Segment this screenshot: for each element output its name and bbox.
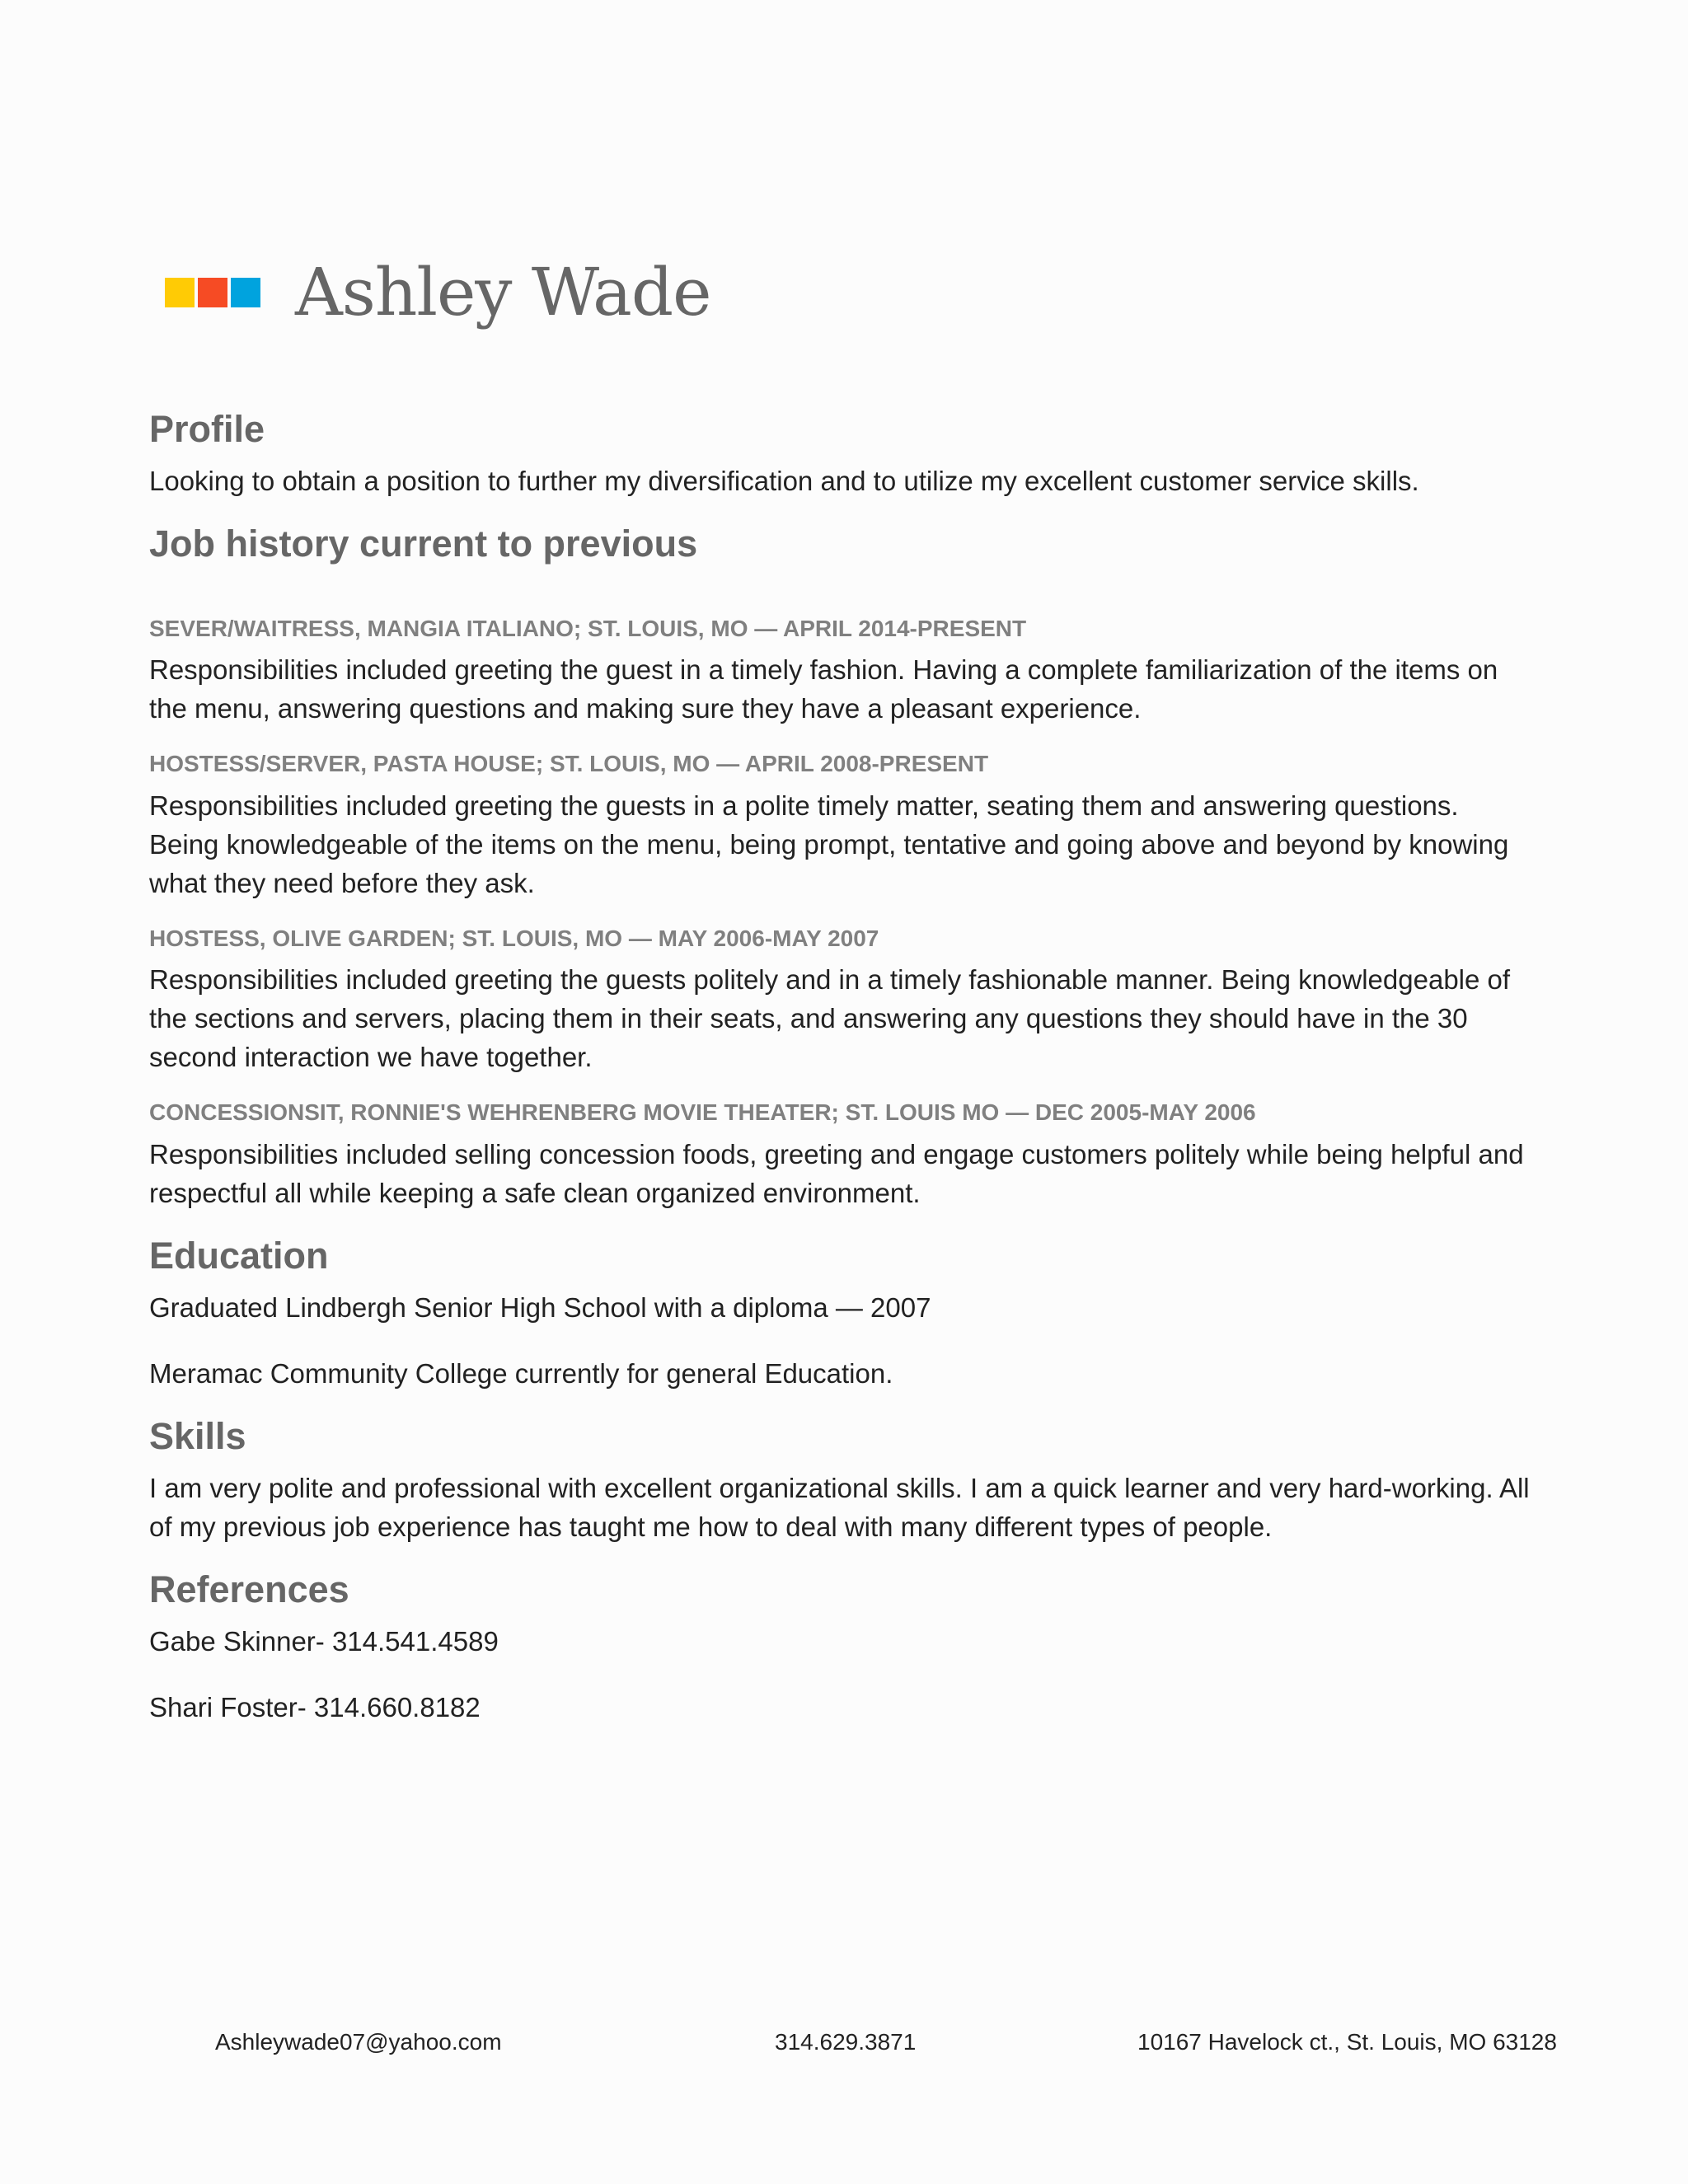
skills-text: I am very polite and professional with excellent organizational skills. I am a quick learner and very hard-working. All of my previous job experience has taught me how to deal with many different types of people.	[149, 1472, 1530, 1542]
logo-square-red	[198, 278, 227, 307]
job-entry	[149, 1098, 1534, 1212]
job-description: Responsibilities included greeting the guests in a polite timely matter, seating them and answering questions. Being knowledgeable of the items on the menu, being prompt, tentative and going above and beyond by knowing what they need before they ask.	[149, 790, 1509, 898]
job-title: HOSTESS, OLIVE GARDEN; ST. LOUIS, MO — MAY 2006-MAY 2007	[149, 925, 879, 951]
job-title: SEVER/WAITRESS, MANGIA ITALIANO; ST. LOUIS, MO — APRIL 2014-PRESENT	[149, 616, 1027, 641]
resume-content	[149, 407, 1534, 1727]
job-description: Responsibilities included selling concession foods, greeting and engage customers politely while being helpful and respectful all while keeping a safe clean organized environment.	[149, 1138, 1524, 1208]
footer-address: 10167 Havelock ct., St. Louis, MO 63128	[1137, 2029, 1557, 2055]
education-item: Meramac Community College currently for general Education.	[149, 1357, 893, 1389]
job-entry	[149, 749, 1534, 902]
reference-item: Gabe Skinner- 314.541.4589	[149, 1625, 499, 1657]
reference-item: Shari Foster- 314.660.8182	[149, 1691, 481, 1722]
footer-email[interactable]: Ashleywade07@yahoo.com	[215, 2029, 502, 2055]
section-title-profile: Profile	[149, 408, 265, 450]
logo-square-yellow	[165, 278, 195, 307]
section-title-skills: Skills	[149, 1414, 246, 1457]
footer-phone: 314.629.3871	[775, 2029, 917, 2055]
contact-footer	[0, 2029, 1688, 2062]
job-entry	[149, 924, 1534, 1076]
job-description: Responsibilities included greeting the guest in a timely fashion. Having a complete familiarization of the items on the menu, answering questions and making sure they have a pleasant experience.	[149, 654, 1498, 724]
job-title: CONCESSIONSIT, RONNIE'S WEHRENBERG MOVIE THEATER; ST. LOUIS MO — DEC 2005-MAY 2006	[149, 1099, 1256, 1126]
section-title-education: Education	[149, 1234, 329, 1277]
section-title-references: References	[149, 1568, 349, 1610]
logo-squares	[165, 278, 260, 307]
logo-square-blue	[231, 278, 260, 307]
job-title: HOSTESS/SERVER, PASTA HOUSE; ST. LOUIS, MO — APRIL 2008-PRESENT	[149, 751, 989, 777]
job-description: Responsibilities included greeting the guests politely and in a timely fashionable manner. Being knowledgeable of the sections and servers, placing them in their seats, and answering any questions they should have in the 30 second interaction we have together.	[149, 964, 1511, 1073]
job-entry	[149, 614, 1534, 728]
section-title-job-history: Job history current to previous	[149, 523, 698, 565]
education-item: Graduated Lindbergh Senior High School with a diploma — 2007	[149, 1291, 931, 1323]
resume-header	[165, 247, 710, 338]
profile-text: Looking to obtain a position to further my diversification and to utilize my excellent customer service skills.	[149, 466, 1419, 496]
applicant-name: Ashley Wade	[295, 254, 711, 330]
